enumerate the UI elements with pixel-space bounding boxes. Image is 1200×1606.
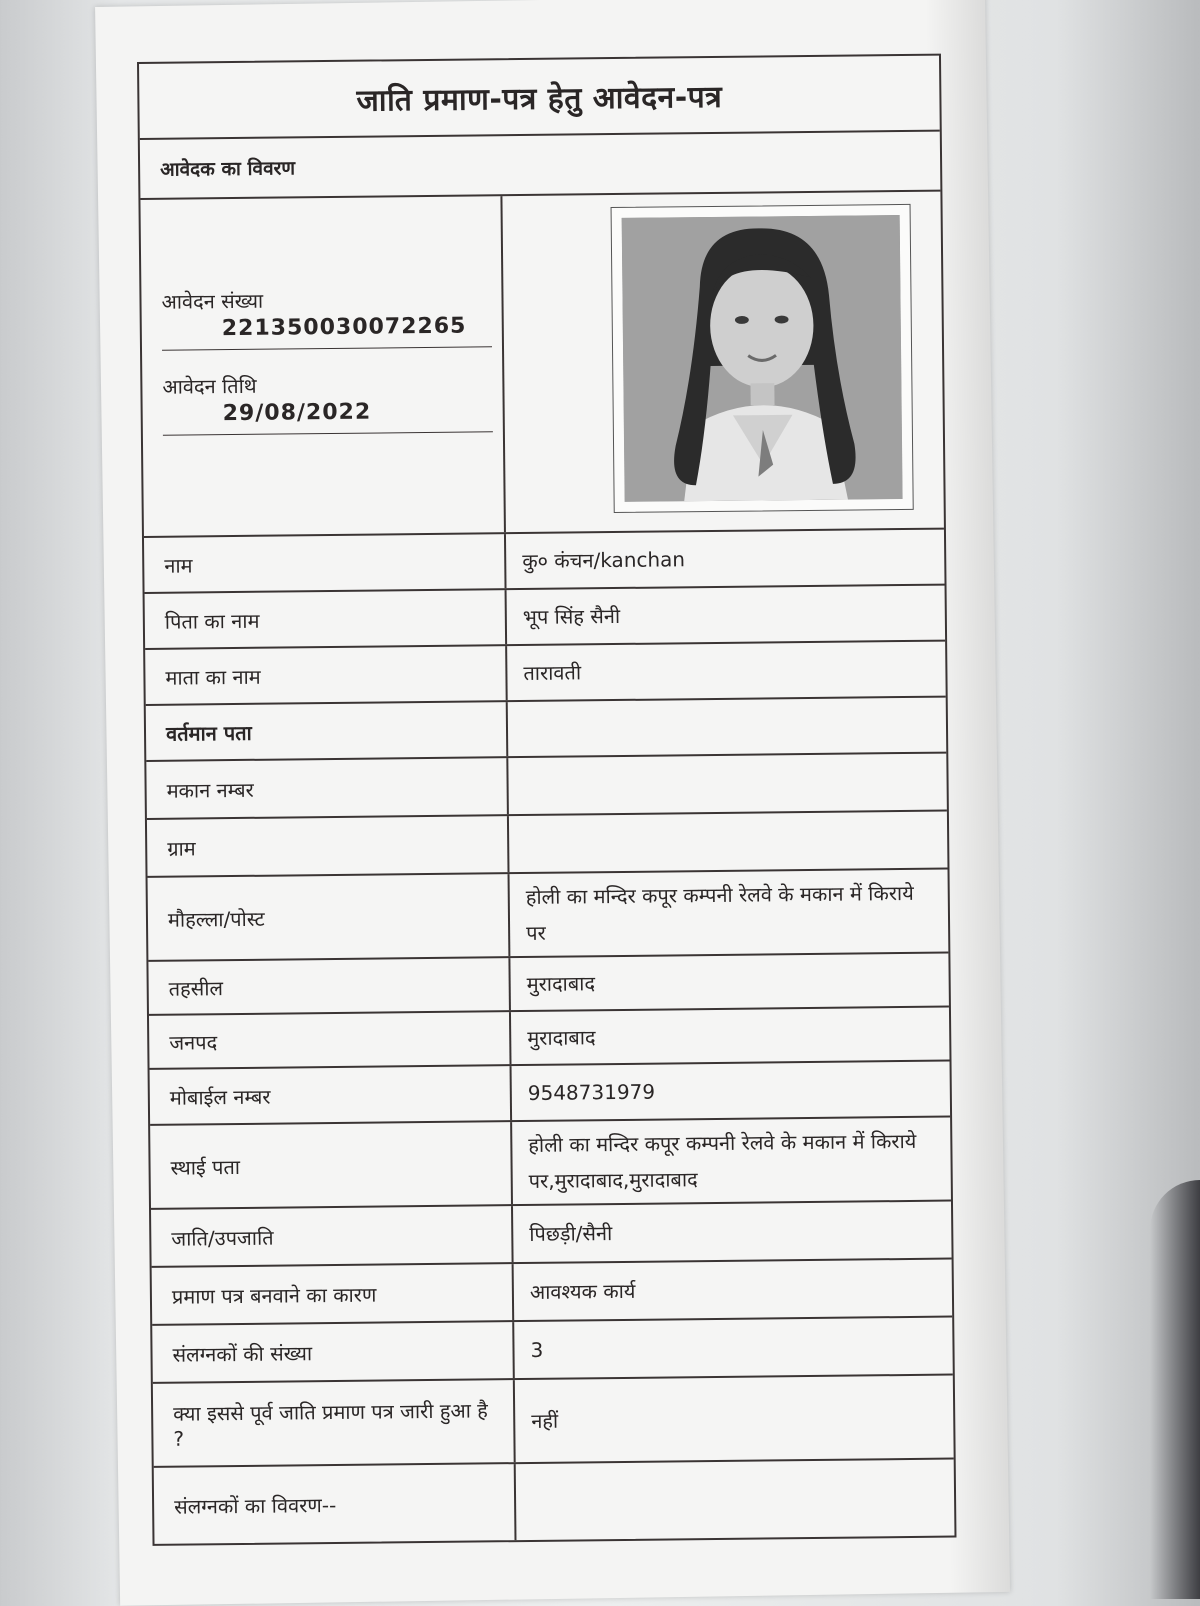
application-number-line — [162, 346, 492, 350]
applicant-photo — [622, 215, 903, 502]
row-attachment-details — [154, 1460, 955, 1544]
application-number-label: आवेदन संख्या — [161, 288, 264, 314]
row-village — [147, 812, 948, 878]
row-value — [509, 812, 948, 873]
row-value — [508, 754, 947, 815]
photo-cell — [502, 192, 943, 533]
row-value: होली का मन्दिर कपूर कम्पनी रेलवे के मकान में किराये पर,मुरादाबाद,मुरादाबाद — [528, 1128, 917, 1193]
row-value: पिछड़ी/सैनी — [529, 1221, 613, 1246]
application-date-label: आवेदन तिथि — [162, 373, 257, 399]
application-details — [140, 196, 505, 536]
row-value: कु० कंचन/kanchan — [522, 547, 686, 573]
application-date-line — [163, 431, 493, 435]
application-number: 221350030072265 — [221, 313, 467, 342]
row-house-number — [146, 754, 947, 820]
row-value: नहीं — [531, 1408, 559, 1433]
row-value: 3 — [530, 1337, 544, 1362]
applicant-photo-frame — [611, 204, 914, 513]
row-label: मौहल्ला/पोस्ट — [148, 874, 511, 960]
row-label: मोबाईल नम्बर — [150, 1066, 513, 1124]
application-info-block — [140, 192, 943, 538]
row-label: स्थाई पता — [150, 1122, 513, 1208]
application-date: 29/08/2022 — [222, 399, 372, 427]
row-label: संलग्नकों की संख्या — [152, 1322, 515, 1382]
row-value: होली का मन्दिर कपूर कम्पनी रेलवे के मकान में किराये पर — [525, 880, 914, 945]
form-title: जाति प्रमाण-पत्र हेतु आवेदन-पत्र — [139, 56, 940, 140]
row-label: मकान नम्बर — [146, 758, 509, 818]
row-mother-name — [145, 642, 946, 706]
row-label: संलग्नकों का विवरण-- — [154, 1464, 517, 1544]
row-name — [144, 530, 945, 594]
row-value: मुरादाबाद — [527, 1025, 596, 1050]
row-caste-subcaste — [151, 1202, 952, 1268]
row-label: जनपद — [149, 1012, 512, 1068]
row-value: मुरादाबाद — [526, 971, 596, 996]
section-heading: आवेदक का विवरण — [140, 132, 941, 200]
row-district — [149, 1008, 950, 1070]
row-label: जाति/उपजाति — [151, 1206, 514, 1266]
row-tehsil — [148, 954, 949, 1016]
row-attachment-count — [152, 1318, 953, 1384]
row-value — [516, 1460, 955, 1541]
row-locality-post — [148, 870, 949, 962]
caste-certificate-form — [137, 54, 956, 1546]
row-value — [508, 698, 947, 757]
row-permanent-address — [150, 1118, 951, 1210]
row-value: आवश्यक कार्य — [529, 1278, 636, 1304]
row-label: नाम — [144, 534, 507, 592]
row-label: वर्तमान पता — [146, 702, 509, 760]
row-reason — [152, 1260, 953, 1326]
background-shadow — [1150, 1180, 1200, 1599]
row-label: क्या इससे पूर्व जाति प्रमाण पत्र जारी हुआ है ? — [153, 1380, 516, 1466]
row-label: प्रमाण पत्र बनवाने का कारण — [152, 1264, 515, 1324]
row-label: ग्राम — [147, 816, 510, 876]
row-value: भूप सिंह सैनी — [522, 603, 621, 629]
row-mobile-number — [150, 1062, 951, 1126]
row-label: तहसील — [148, 958, 511, 1014]
row-label: पिता का नाम — [145, 590, 508, 648]
row-value: तारावती — [523, 660, 582, 685]
row-value: 9548731979 — [527, 1079, 656, 1105]
row-previous-certificate — [153, 1376, 954, 1468]
row-current-address — [146, 698, 947, 762]
row-label: माता का नाम — [145, 646, 508, 704]
applicant-photo-image — [622, 215, 903, 502]
row-father-name — [145, 586, 946, 650]
